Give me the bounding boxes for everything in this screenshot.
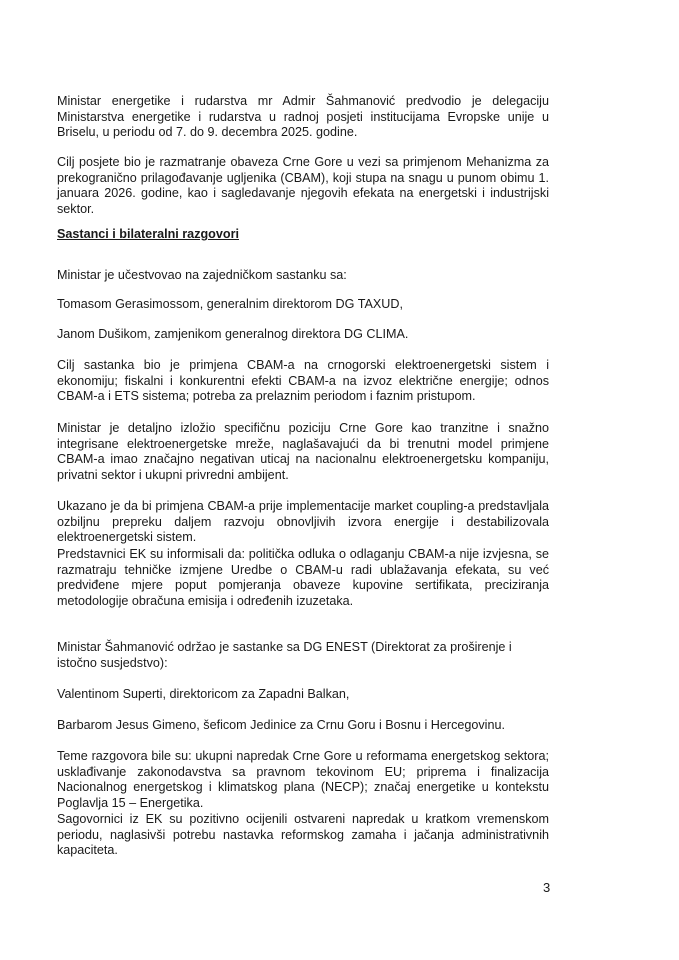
participant-item: Barbarom Jesus Gimeno, šeficom Jedinice za Crnu Goru i Bosnu i Hercegovinu. — [57, 718, 505, 732]
meeting-intro: Ministar je učestvovao na zajedničkom sastanku sa: — [57, 268, 347, 282]
intro-paragraph: Ministar energetike i rudarstva mr Admir Šahmanović predvodio je delegaciju Ministarstva energetike i rudarstva u radnoj posjeti institucijama Evropske unije u Briselu, u periodu od 7. do 9. decembra 2025. godine. — [57, 94, 549, 140]
page-number: 3 — [543, 880, 551, 895]
enest-meeting-intro: Ministar Šahmanović održao je sastanke sa DG ENEST (Direktorat za proširenje i istočno susjedstvo): — [57, 640, 512, 670]
section-heading: Sastanci i bilateralni razgovori — [57, 227, 239, 241]
topics-paragraph: Teme razgovora bile su: ukupni napredak Crne Gore u reformama energetskog sektora; usklađivanje zakonodavstva sa pravnom tekovinom EU; priprema i finalizacija Nacionalnog energetskog i klimatskog plana (NECP); značaj energetike u kontekstu Poglavlja 15 – Energetika. — [57, 749, 549, 810]
meeting-goal-paragraph: Cilj sastanka bio je primjena CBAM-a na crnogorski elektroenergetski sistem i ekonomiju; fiskalni i konkurentni efekti CBAM-a na izvoz električne energije; odnos CBAM-a i ETS sistema; potreba za prelaznim periodom i faznim pristupom. — [57, 358, 549, 404]
participant-item: Tomasom Gerasimossom, generalnim direktorom DG TAXUD, — [57, 297, 403, 311]
assessment-paragraph: Sagovornici iz EK su pozitivno ocijenili ostvareni napredak u kratkom vremenskom periodu, naglasivši potrebu nastavka reformskog zamaha i jačanja administrativnih kapaciteta. — [57, 812, 549, 858]
warning-paragraph: Ukazano je da bi primjena CBAM-a prije implementacije market coupling-a predstavljala ozbiljnu prepreku daljem razvoju obnovljivih izvora energije i destabilizovala elektroenergetski sistem. — [57, 499, 549, 545]
purpose-paragraph: Cilj posjete bio je razmatranje obaveza Crne Gore u vezi sa primjenom Mehanizma za prekogranično prilagođavanje ugljenika (CBAM), koji stupa na snagu u punom obimu 1. januara 2026. godine, kao i sagledavanje njegovih efekata na energetski i industrijski sektor. — [57, 155, 549, 216]
ec-info-paragraph: Predstavnici EK su informisali da: politička odluka o odlaganju CBAM-a nije izvjesna, se razmatraju tehničke izmjene Uredbe o CBAM-u radi ublažavanja efekata, su već predviđene mjere poput pomjeranja obaveze kupovine sertifikata, preciziranja metodologije obračuna emisija i određenih izuzetaka. — [57, 547, 549, 608]
participant-item: Valentinom Superti, direktoricom za Zapadni Balkan, — [57, 687, 350, 701]
participant-item: Janom Dušikom, zamjenikom generalnog direktora DG CLIMA. — [57, 327, 409, 341]
minister-position-paragraph: Ministar je detaljno izložio specifičnu poziciju Crne Gore kao tranzitne i snažno integrisane elektroenergetske mreže, naglašavajući da bi trenutni model primjene CBAM-a imao značajno negativan uticaj na nacionalnu elektroenergetsku kompaniju, privatni sektor i ukupni privredni ambijent. — [57, 421, 549, 482]
